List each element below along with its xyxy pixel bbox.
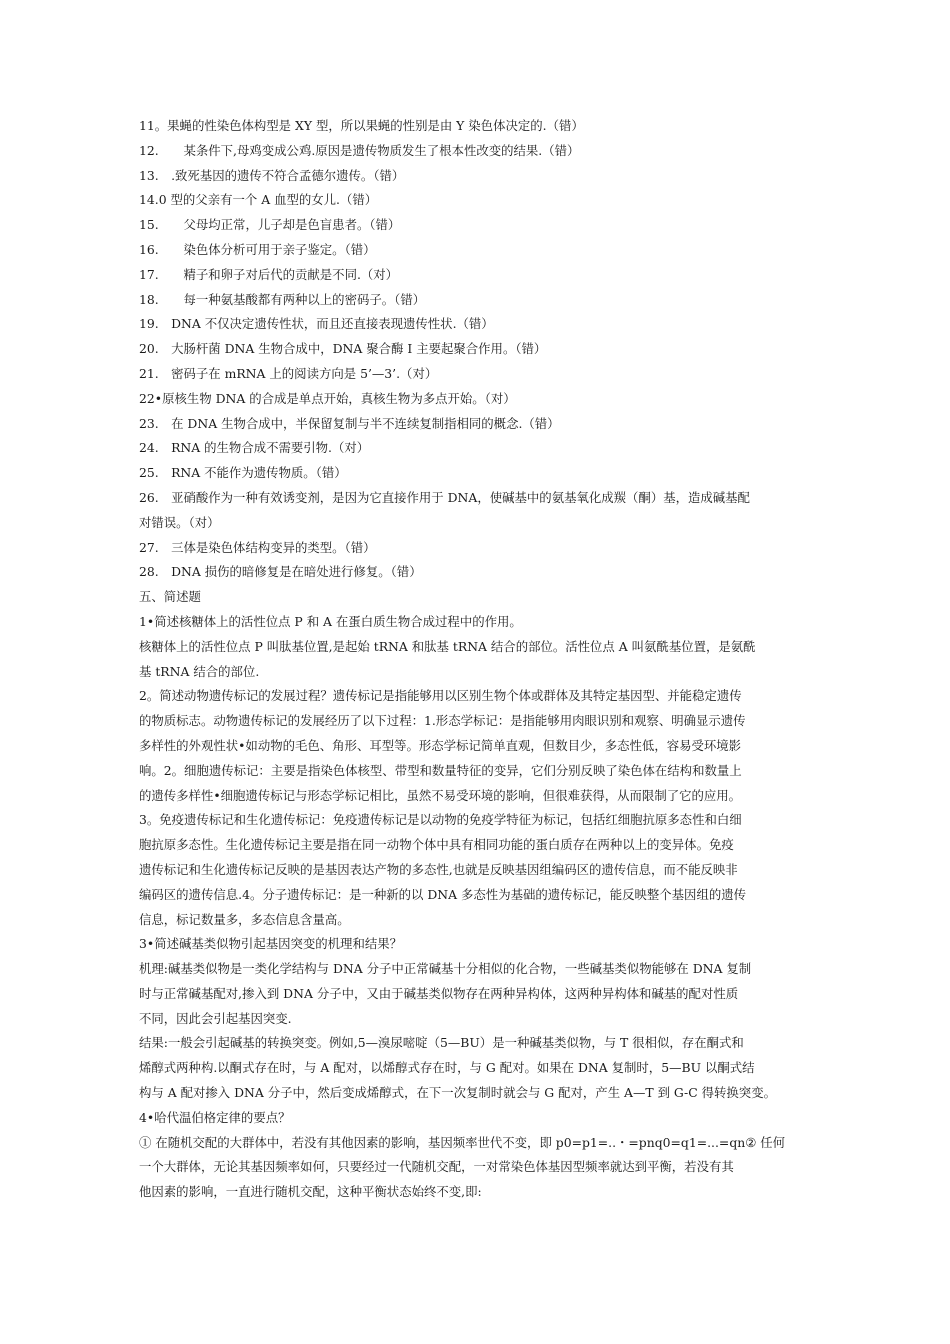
text-line: 3。免疫遗传标记和生化遗传标记：免疫遗传标记是以动物的免疫学特征为标记，包括红细胞抗原多态性和白细: [139, 812, 742, 828]
text-line: 他因素的影响，一直进行随机交配，这种平衡状态始终不变,即:: [139, 1184, 482, 1200]
text-line: 结果:一般会引起碱基的转换突变。例如,5—溴尿嘧啶（5—BU）是一种碱基类似物，与 T 很相似，存在酮式和: [139, 1035, 744, 1051]
text-line: 烯醇式两种构.以酮式存在时，与 A 配对，以烯醇式存在时，与 G 配对。如果在 DNA 复制时，5—BU 以酮式结: [139, 1060, 755, 1076]
question-line: 1•简述核糖体上的活性位点 P 和 A 在蛋白质生物合成过程中的作用。: [139, 613, 522, 629]
text-line: 核糖体上的活性位点 P 叫肽基位置,是起始 tRNA 和肽基 tRNA 结合的部位。活性位点 A 叫氨酰基位置，是氨酰: [139, 638, 756, 654]
text-line: 27. 三体是染色体结构变异的类型。（错）: [139, 539, 376, 555]
question-line: 2。简述动物遗传标记的发展过程？遗传标记是指能够用以区别生物个体或群体及其特定基因型、并能稳定遗传: [139, 688, 742, 704]
text-line: 的遗传多样性•细胞遗传标记与形态学标记相比，虽然不易受环境的影响，但很难获得，从而限制了它的应用。: [139, 787, 742, 803]
text-line: 18. 每一种氨基酸都有两种以上的密码子。（错）: [139, 291, 426, 307]
text-line: 28. DNA 损伤的暗修复是在暗处进行修复。（错）: [139, 564, 422, 580]
text-line: 胞抗原多态性。生化遗传标记主要是指在同一动物个体中具有相同功能的蛋白质存在两种以上的变异体。免疫: [139, 837, 734, 853]
text-line: 响。2。细胞遗传标记：主要是指染色体核型、带型和数量特征的变异，它们分别反映了染色体在结构和数量上: [139, 762, 742, 778]
text-line: 24. RNA 的生物合成不需要引物.（对）: [139, 440, 370, 456]
text-line: 不同，因此会引起基因突变.: [139, 1010, 292, 1026]
document-page: [139, 114, 829, 1205]
text-line: 12. 某条件下,母鸡变成公鸡.原因是遗传物质发生了根本性改变的结果.（错）: [139, 142, 580, 158]
text-line: 21. 密码子在 mRNA 上的阅读方向是 5’—3’.（对）: [139, 365, 438, 381]
text-line: 一个大群体，无论其基因频率如何，只要经过一代随机交配，一对常染色体基因型频率就达到平衡，若没有其: [139, 1159, 734, 1175]
text-line: 16. 染色体分析可用于亲子鉴定。（错）: [139, 241, 376, 257]
text-line: 25. RNA 不能作为遗传物质。（错）: [139, 465, 347, 481]
text-line: 多样性的外观性状•如动物的毛色、角形、耳型等。形态学标记简单直观，但数目少，多态性低，容易受环境影: [139, 737, 742, 753]
question-line: 4•哈代温伯格定律的要点？: [139, 1109, 291, 1125]
text-line: 基 tRNA 结合的部位.: [139, 663, 260, 679]
text-line: 机理:碱基类似物是一类化学结构与 DNA 分子中正常碱基十分相似的化合物，一些碱基类似物能够在 DNA 复制: [139, 961, 752, 977]
text-line: 19. DNA 不仅决定遗传性状，而且还直接表现遗传性状.（错）: [139, 316, 494, 332]
text-line: 13. .致死基因的遗传不符合孟德尔遗传。（错）: [139, 167, 405, 183]
text-line: 20. 大肠杆菌 DNA 生物合成中，DNA 聚合酶 I 主要起聚合作用。（错）: [139, 341, 547, 357]
text-line: 17. 精子和卵子对后代的贡献是不同.（对）: [139, 266, 399, 282]
text-line: 14.0 型的父亲有一个 A 血型的女儿.（错）: [139, 192, 378, 208]
text-line: 时与正常碱基配对,掺入到 DNA 分子中，又由于碱基类似物存在两种异构体，这两种异构体和碱基的配对性质: [139, 985, 739, 1001]
text-line: 11。果蝇的性染色体构型是 XY 型，所以果蝇的性别是由 Y 染色体决定的.（错）: [139, 118, 584, 133]
text-line: 22•原核生物 DNA 的合成是单点开始，真核生物为多点开始。（对）: [139, 390, 516, 406]
text-line: 遗传标记和生化遗传标记反映的是基因表达产物的多态性,也就是反映基因组编码区的遗传信息，而不能反映非: [139, 861, 738, 877]
text-line: 编码区的遗传信息.4。分子遗传标记：是一种新的以 DNA 多态性为基础的遗传标记，能反映整个基因组的遗传: [139, 886, 747, 902]
text-line: 构与 A 配对掺入 DNA 分子中，然后变成烯醇式，在下一次复制时就会与 G 配对，产生 A—T 到 G-C 得转换突变。: [139, 1085, 776, 1101]
section-heading: 五、简述题: [139, 589, 201, 605]
text-line: 26. 亚硝酸作为一种有效诱变剂，是因为它直接作用于 DNA，使碱基中的氨基氧化成羰（酮）基，造成碱基配: [139, 489, 750, 505]
text-line: 信息，标记数量多，多态信息含量高。: [139, 911, 350, 927]
text-line: 对错误。（对）: [139, 514, 220, 530]
text-line: 23. 在 DNA 生物合成中，半保留复制与半不连续复制指相同的概念.（错）: [139, 415, 560, 431]
question-line: 3•简述碱基类似物引起基因突变的机理和结果？: [139, 936, 403, 952]
text-line: 15. 父母均正常，儿子却是色盲患者。（错）: [139, 217, 401, 233]
text-line: ① 在随机交配的大群体中，若没有其他因素的影响，基因频率世代不变，即 p0=p1=..・=pnq0=q1=...=qn② 任何: [139, 1134, 786, 1150]
text-line: 的物质标志。动物遗传标记的发展经历了以下过程：1.形态学标记：是指能够用肉眼识别和观察、明确显示遗传: [139, 713, 746, 729]
